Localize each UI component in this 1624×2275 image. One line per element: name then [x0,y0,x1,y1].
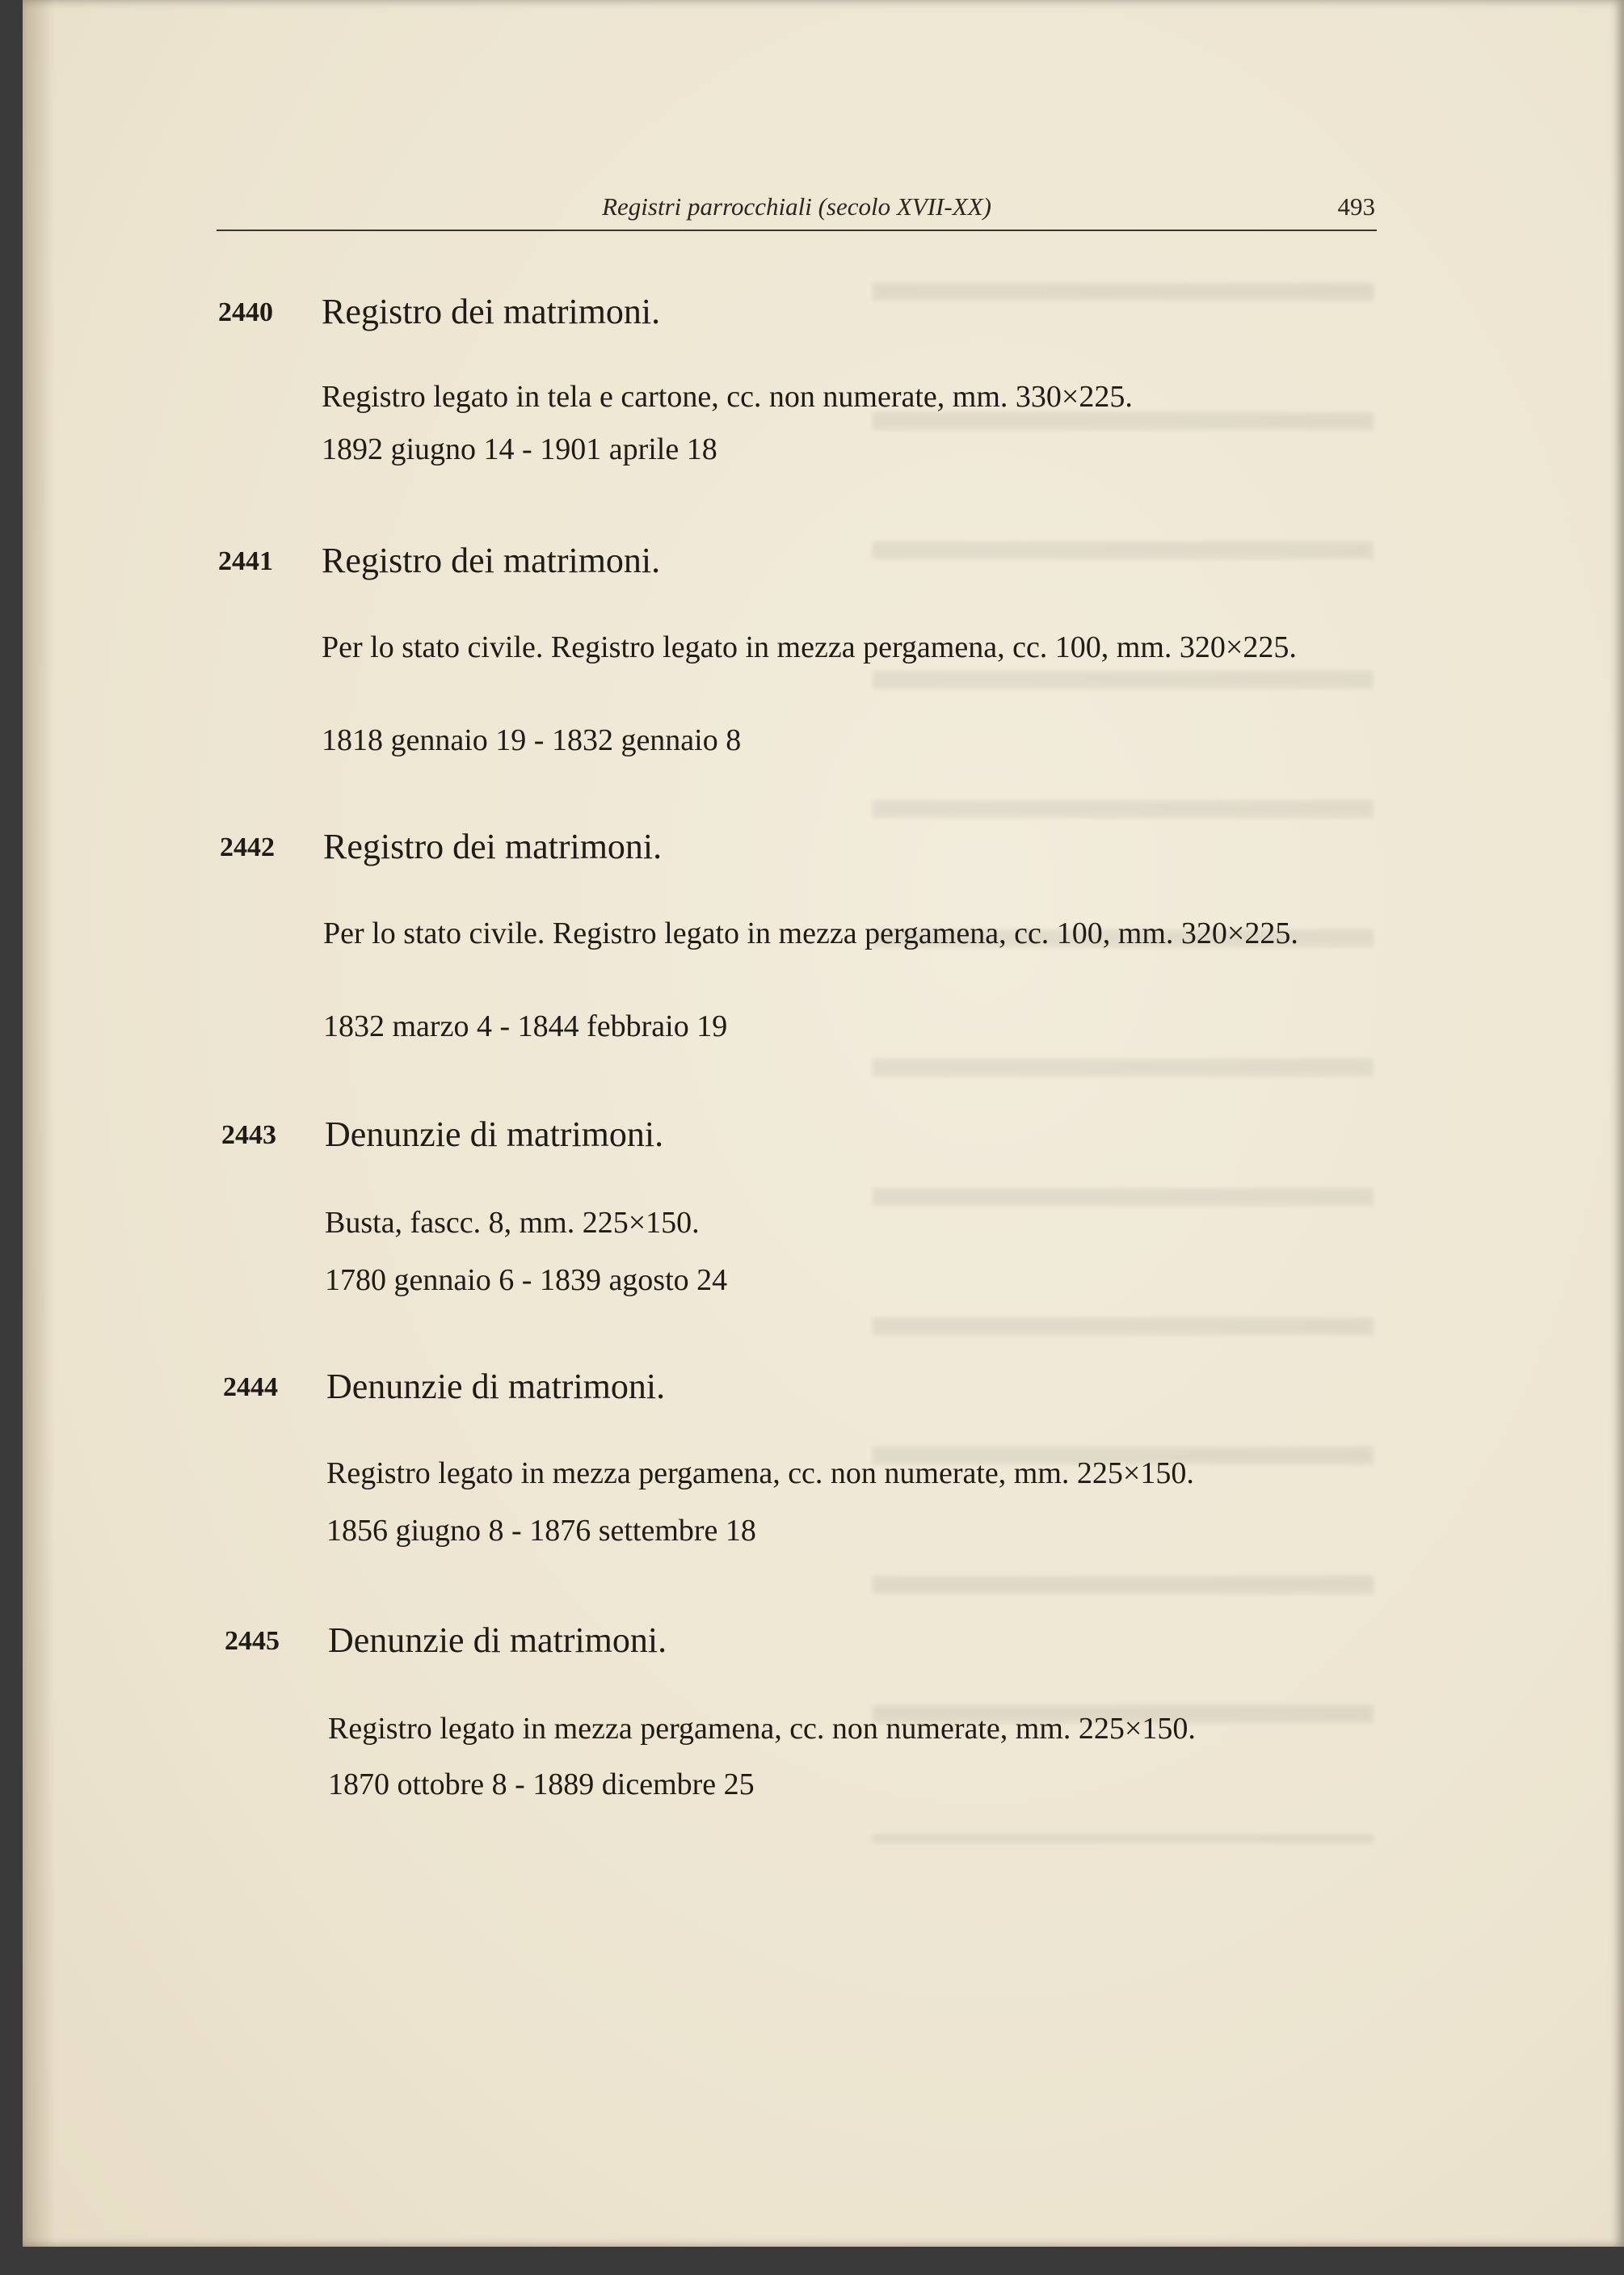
entry-description: Per lo stato civile. Registro legato in mezza pergamena, cc. 100, mm. 320×225. [323,916,1298,950]
entry-title: Registro dei matrimoni. [322,292,661,331]
entry-dates: 1818 gennaio 19 - 1832 gennaio 8 [322,723,742,757]
entry-dates: 1780 gennaio 6 - 1839 agosto 24 [325,1263,728,1297]
header-rule [217,230,1377,231]
entry-number: 2440 [218,297,273,327]
entry-number: 2445 [225,1626,280,1656]
gutter-shadow [23,0,55,2247]
entry-number: 2443 [221,1120,276,1150]
entry-number: 2441 [218,546,273,576]
entry-dates: 1856 giugno 8 - 1876 settembre 18 [326,1514,756,1548]
entry-description: Registro legato in mezza pergamena, cc. non numerate, mm. 225×150. [326,1456,1194,1490]
entry-dates: 1832 marzo 4 - 1844 febbraio 19 [323,1009,728,1043]
entry-title: Denunzie di matrimoni. [328,1620,667,1660]
entry-title: Registro dei matrimoni. [322,541,661,580]
entry-number: 2442 [220,832,275,862]
entry-description: Registro legato in tela e cartone, cc. non numerate, mm. 330×225. [322,380,1133,414]
entry-title: Denunzie di matrimoni. [325,1114,664,1154]
entry-number: 2444 [223,1372,278,1402]
entry-dates: 1870 ottobre 8 - 1889 dicembre 25 [328,1767,755,1801]
entry-dates: 1892 giugno 14 - 1901 aprile 18 [322,432,717,466]
entry-description: Per lo stato civile. Registro legato in mezza pergamena, cc. 100, mm. 320×225. [322,630,1297,664]
page-number: 493 [1337,192,1375,221]
running-title: Registri parrocchiali (secolo XVII-XX) [602,192,991,221]
running-head [218,187,1375,228]
entry-title: Registro dei matrimoni. [323,827,663,866]
entry-description: Busta, fascc. 8, mm. 225×150. [325,1206,700,1240]
entry-description: Registro legato in mezza pergamena, cc. non numerate, mm. 225×150. [328,1712,1196,1746]
entry-title: Denunzie di matrimoni. [326,1367,666,1406]
